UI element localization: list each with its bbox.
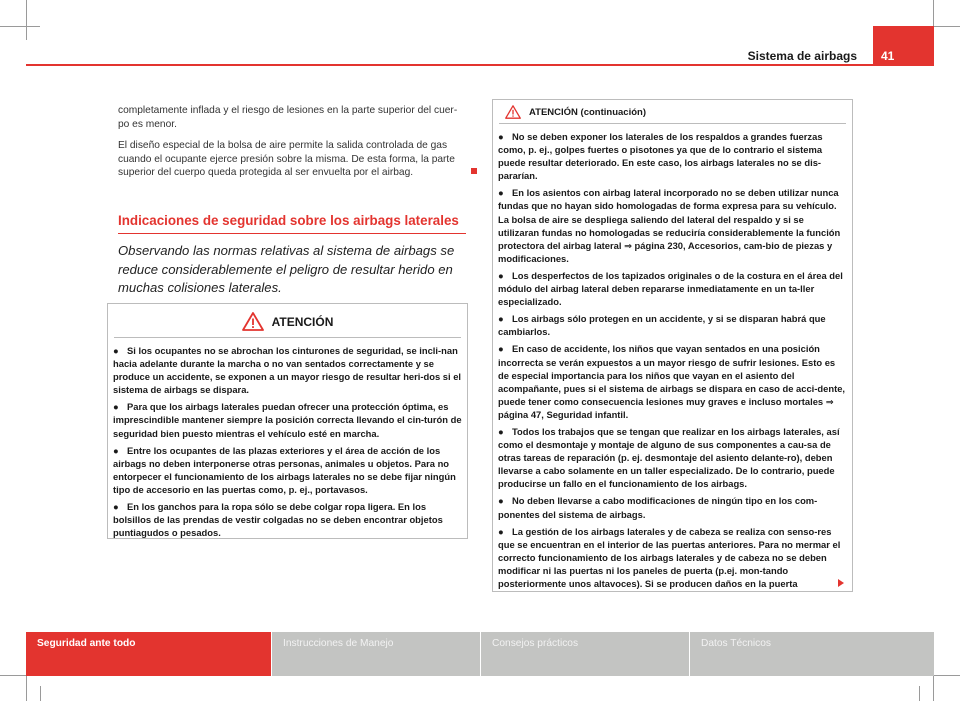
bullet-dot: ●	[113, 345, 119, 356]
list-item: ● En los asientos con airbag lateral incorporado no se deben utilizar nunca fundas que no hayan sido homologadas de forma expresa para su vehículo. La bolsa de aire se despliega saliendo del lateral del respaldo y si se utilizaran fundas no homologadas se reduciría considerablemente la función protectora del airbag lateral ⇒ página 230, Accesorios, cam-bio de piezas y modificaciones.	[498, 187, 841, 264]
paragraph: completamente inflada y el riesgo de lesiones en la parte superior del cuer-po es menor.	[118, 105, 458, 130]
list-item: ● Para que los airbags laterales puedan ofrecer una protección óptima, es imprescindible mantener siempre la posición correcta llevando el cin-turón de seguridad bien puesto mientras el vehículo esté en marcha.	[113, 401, 462, 439]
paragraph: El diseño especial de la bolsa de aire permite la salida controlada de gas cuando el ocupante ejerce presión sobre la misma. De esta forma, la parte superior del cuerpo queda protegida al ser envuelta por el airbag.	[118, 140, 455, 179]
warning-title: ATENCIÓN	[271, 314, 334, 329]
warning-box-continued	[492, 99, 853, 592]
bullet-dot: ●	[498, 525, 504, 537]
page-header-title: Sistema de airbags	[747, 49, 857, 63]
crop-mark	[26, 0, 27, 40]
warning-list	[108, 338, 467, 539]
bullet-dot: ●	[113, 401, 119, 413]
footer-tab-instrucciones[interactable]: Instrucciones de Manejo	[272, 632, 480, 676]
warning-box	[107, 303, 468, 539]
footer-tab-consejos[interactable]: Consejos prácticos	[481, 632, 689, 676]
list-item: ● Los desperfectos de los tapizados originales o de la costura en el área del módulo del airbag lateral deben repararse inmediatamente en un ta-ller especializado.	[498, 269, 843, 308]
section-end-marker	[471, 168, 477, 174]
bullet-dot: ●	[498, 269, 504, 281]
warning-list	[493, 124, 852, 590]
bullet-dot: ●	[498, 313, 504, 325]
crop-mark	[40, 686, 41, 701]
list-item: ● En los ganchos para la ropa sólo se debe colgar ropa ligera. En los bolsillos de las prendas de vestir colgadas no se deben encontrar objetos puntiagudos o pesados.	[113, 501, 443, 539]
page-number: 41	[873, 26, 934, 66]
crop-mark	[919, 686, 920, 701]
bullet-dot: ●	[498, 131, 504, 142]
bullet-dot: ●	[498, 425, 504, 437]
list-item: ● La gestión de los airbags laterales y de cabeza se realiza con senso-res que se encuentran en el interior de las puertas anteriores. Para no mermar el correcto funcionamiento de los airbags laterales y de cabeza no se deben modificar ni las puertas ni los paneles de puerta (p.ej. mon-tando posteriormente unos altavoces). Si se producen daños en la puerta	[498, 525, 841, 589]
left-column	[118, 104, 468, 188]
warning-triangle-icon	[505, 105, 521, 119]
header-rule	[26, 64, 934, 66]
warning-header	[114, 304, 461, 338]
bullet-dot: ●	[498, 187, 504, 199]
footer-tab-seguridad[interactable]: Seguridad ante todo	[26, 632, 271, 676]
list-item: ● Los airbags sólo protegen en un accidente, y si se disparan habrá que cambiarlos.	[498, 313, 826, 338]
warning-header	[499, 100, 846, 124]
bullet-dot: ●	[113, 444, 119, 456]
bullet-dot: ●	[498, 495, 504, 507]
list-item: ● Entre los ocupantes de las plazas exteriores y el área de acción de los airbags no deben interponerse otras personas, animales u objetos. Para no entorpecer el funcionamiento de los airbags laterales no se debe fijar ningún tipo de accesorio en las puertas como, p. ej., portavasos.	[113, 444, 456, 495]
list-item: ● No se deben exponer los laterales de los respaldos a grandes fuerzas como, p. ej., golpes fuertes o pisotones ya que de lo contrario el sistema puede resultar deteriorado. En este caso, los airbags laterales no se dis-pararían.	[498, 131, 823, 182]
list-item: ● Todos los trabajos que se tengan que realizar en los airbags laterales, así como el desmontaje y montaje de alguno de sus componentes a cau-sa de otras tareas de reparación (p. ej. desmontaje del asiento delante-ro), deben llevarse a cabo solamente en un taller especializado. De lo contrario, puede producirse un fallo en el funcionamiento de los airbags.	[498, 425, 840, 490]
bullet-dot: ●	[498, 343, 504, 355]
warning-title: ATENCIÓN (continuación)	[529, 106, 646, 118]
list-item: ● En caso de accidente, los niños que vayan sentados en una posición incorrecta se verán expuestos a un mayor riesgo de sufrir lesiones. Esto es de especial importancia para los niños que vayan en el asiento del acompañante, pues si el sistema de airbags se dispara en caso de acci-dente, puede tener como consecuencia lesiones muy graves e incluso mortales ⇒ página 47, Seguridad infantil.	[498, 343, 846, 420]
warning-triangle-icon	[242, 312, 264, 331]
list-item: ● No deben llevarse a cabo modificaciones de ningún tipo en los com-ponentes del sistema de airbags.	[498, 495, 818, 520]
bullet-dot: ●	[113, 501, 119, 513]
footer-tab-datos[interactable]: Datos Técnicos	[690, 632, 934, 676]
list-item: ● Si los ocupantes no se abrochan los cinturones de seguridad, se incli-nan hacia adelante durante la marcha o no van sentados correctamente y se produce un accidente, se exponen a un mayor riesgo de resultar heri-dos si el sistema de airbags se dispara.	[113, 345, 462, 396]
continue-arrow-icon	[838, 579, 844, 587]
section-intro: Observando las normas relativas al sistema de airbags se reduce considerablemente el peligro de resultar herido en muchas colisiones laterales.	[118, 243, 455, 295]
crop-mark	[0, 26, 40, 27]
section-heading: Indicaciones de seguridad sobre los airbags laterales	[118, 213, 466, 234]
